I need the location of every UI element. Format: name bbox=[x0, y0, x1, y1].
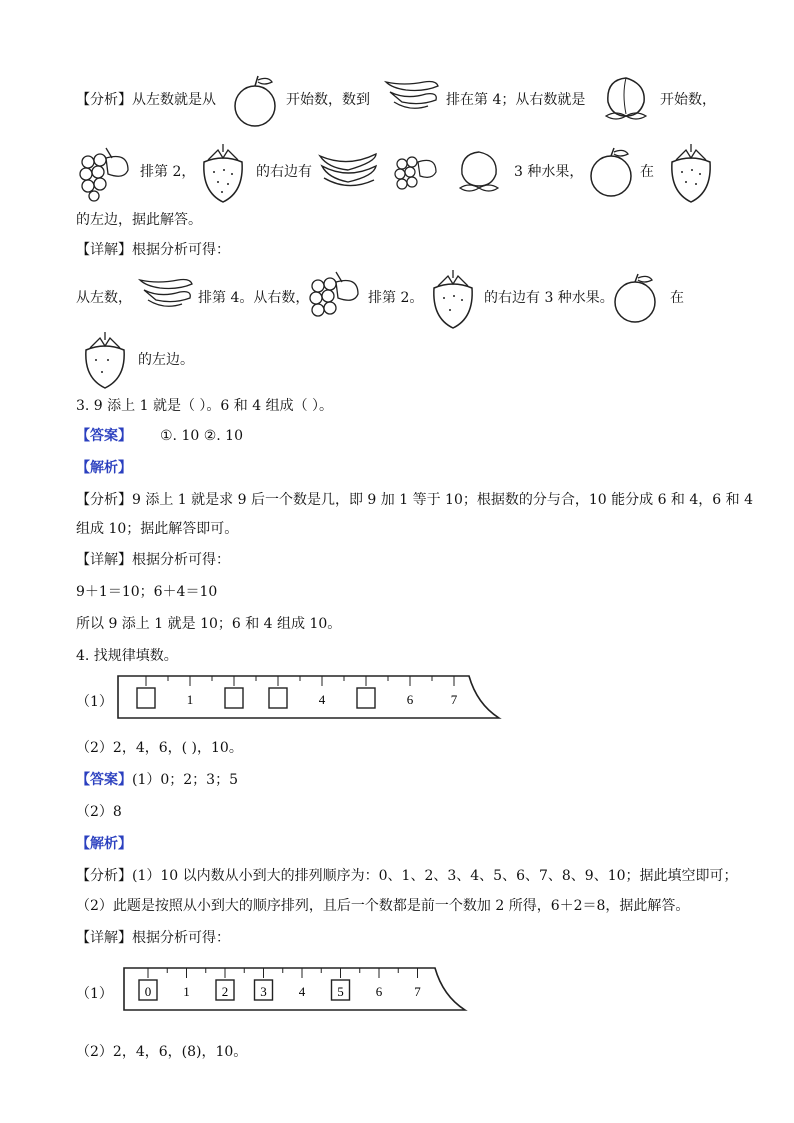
ruler-number: 3 bbox=[260, 984, 267, 999]
analysis1-text-9: 的左边，据此解答。 bbox=[76, 212, 202, 228]
q4-detail-head: 【详解】根据分析可得： bbox=[76, 930, 230, 946]
ruler-box[interactable] bbox=[357, 688, 375, 708]
q4-part1-label: （1） bbox=[76, 694, 113, 710]
ruler-number: 5 bbox=[337, 984, 344, 999]
analysis1-text-1: 【分析】从左数就是从 bbox=[76, 92, 216, 108]
q4-detail-part1-label: （1） bbox=[76, 986, 113, 1002]
analysis1-text-4: 开始数， bbox=[660, 92, 716, 108]
ruler-number: 7 bbox=[450, 692, 458, 707]
detail1-head: 【详解】根据分析可得： bbox=[76, 242, 230, 258]
q4-answer2: （2）8 bbox=[76, 804, 122, 820]
grapes-icon bbox=[392, 150, 440, 196]
ruler-box[interactable] bbox=[225, 688, 243, 708]
strawberry-icon bbox=[198, 142, 248, 204]
analysis1-text-5: 排第 2， bbox=[140, 164, 196, 180]
q3-question: 3. 9 添上 1 就是（ ）。6 和 4 组成（ ）。 bbox=[76, 398, 334, 414]
strawberry-icon bbox=[428, 268, 478, 330]
ruler-number: 1 bbox=[183, 984, 190, 999]
q4-explain-label: 【解析】 bbox=[76, 836, 132, 852]
ruler-number: 1 bbox=[186, 692, 194, 707]
banana-icon bbox=[138, 274, 194, 314]
detail1-text-1: 从左数， bbox=[76, 290, 132, 306]
q3-calculation: 9＋1＝10；6＋4＝10 bbox=[76, 584, 218, 600]
ruler-box[interactable] bbox=[137, 688, 155, 708]
ruler-number: 4 bbox=[298, 984, 306, 999]
q3-answer-label: 【答案】 bbox=[76, 428, 132, 444]
q3-analysis-line1: 【分析】9 添上 1 就是求 9 后一个数是几，即 9 加 1 等于 10；根据数的分与合，10 能分成 6 和 4，6 和 4 bbox=[76, 492, 753, 508]
q4-question: 4. 找规律填数。 bbox=[76, 648, 178, 664]
ruler-box[interactable] bbox=[269, 688, 287, 708]
banana-icon bbox=[384, 76, 440, 116]
apple-icon bbox=[232, 74, 278, 128]
ruler-question bbox=[116, 674, 501, 724]
ruler-outline bbox=[118, 676, 499, 718]
apple-icon bbox=[612, 272, 658, 324]
analysis1-text-7: 3 种水果， bbox=[514, 164, 584, 180]
peach-icon bbox=[600, 70, 652, 124]
peach-icon bbox=[454, 146, 504, 196]
q3-analysis-line2: 组成 10；据此解答即可。 bbox=[76, 521, 239, 537]
q4-part2: （2）2，4，6，( )，10。 bbox=[76, 740, 243, 756]
ruler-number: 6 bbox=[406, 692, 414, 707]
q4-answer1: (1）0；2；3；5 bbox=[132, 772, 238, 788]
grapes-icon bbox=[306, 268, 362, 324]
q3-conclusion: 所以 9 添上 1 就是 10；6 和 4 组成 10。 bbox=[76, 616, 342, 632]
detail1-text-3: 排第 2。 bbox=[368, 290, 424, 306]
analysis1-text-8: 在 bbox=[640, 164, 654, 180]
q4-analysis-line2: （2）此题是按照从小到大的顺序排列，且后一个数都是前一个数加 2 所得，6＋2＝8，据此解答。 bbox=[76, 898, 690, 914]
q3-explain-label: 【解析】 bbox=[76, 460, 132, 476]
ruler-number: 7 bbox=[414, 984, 421, 999]
strawberry-icon bbox=[666, 142, 716, 204]
q3-detail-head: 【详解】根据分析可得： bbox=[76, 552, 230, 568]
ruler-number: 4 bbox=[318, 692, 326, 707]
analysis1-text-2: 开始数，数到 bbox=[286, 92, 370, 108]
ruler-number: 0 bbox=[144, 984, 152, 999]
ruler-answer bbox=[122, 966, 467, 1016]
q4-answer-label: 【答案】 bbox=[76, 772, 132, 788]
q4-analysis-line1: 【分析】(1）10 以内数从小到大的排列顺序为：0、1、2、3、4、5、6、7、8、9、10；据此填空即可； bbox=[76, 868, 738, 884]
banana-bunch-icon bbox=[318, 148, 380, 192]
ruler-number: 2 bbox=[221, 984, 229, 999]
q3-answer: ①. 10 ②. 10 bbox=[160, 428, 243, 444]
detail1-text-4: 的右边有 3 种水果。 bbox=[484, 290, 614, 306]
detail1-text-2: 排第 4。从右数， bbox=[198, 290, 310, 306]
strawberry-icon bbox=[80, 330, 130, 390]
grapes-icon bbox=[76, 144, 132, 200]
analysis1-text-6: 的右边有 bbox=[256, 164, 312, 180]
detail1-text-5: 在 bbox=[670, 290, 684, 306]
ruler-number: 6 bbox=[375, 984, 383, 999]
apple-icon bbox=[588, 146, 634, 198]
analysis1-text-3: 排在第 4；从右数就是 bbox=[446, 92, 586, 108]
q4-detail-part2: （2）2，4，6，(8)，10。 bbox=[76, 1044, 248, 1060]
detail1-text-6: 的左边。 bbox=[138, 352, 194, 368]
